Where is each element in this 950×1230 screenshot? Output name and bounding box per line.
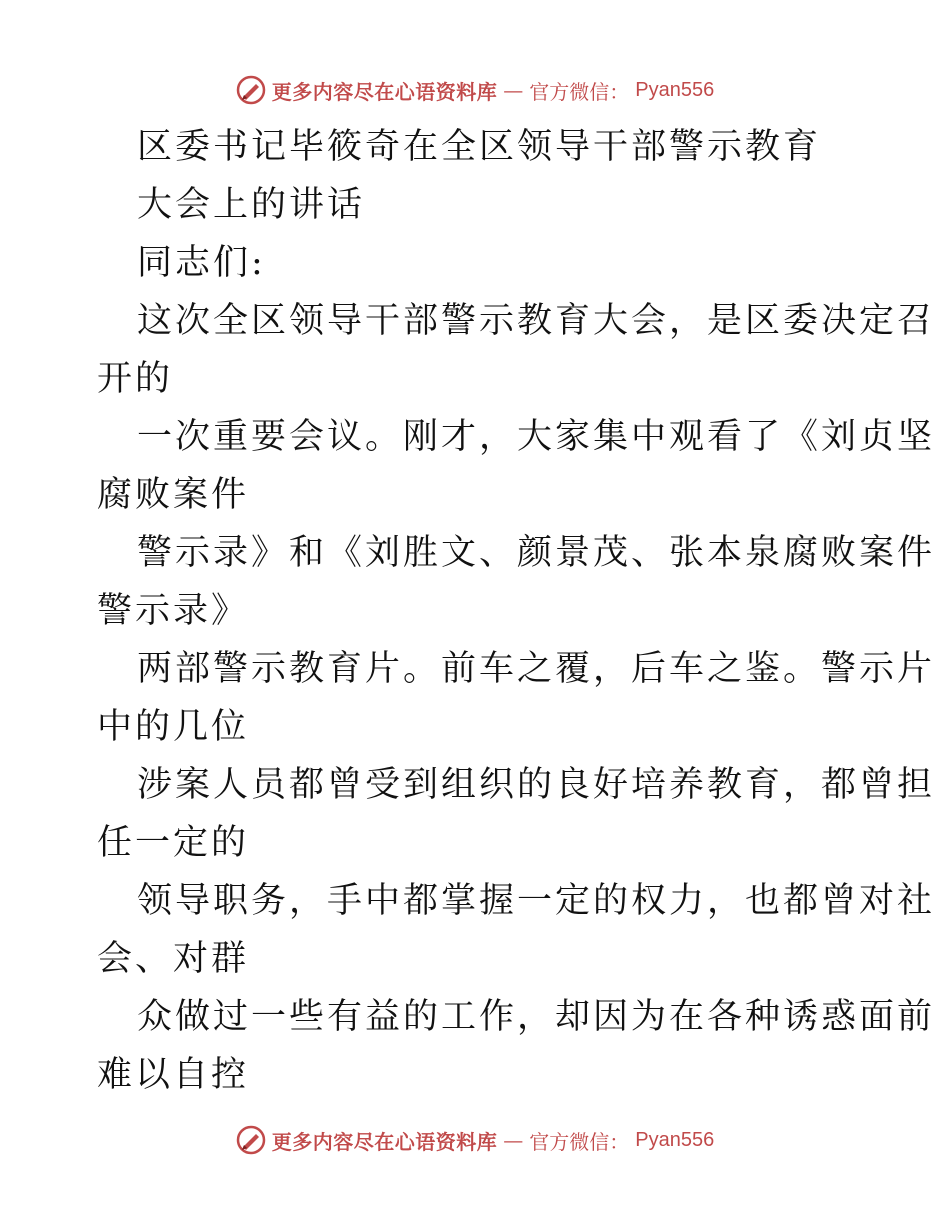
- document-line: 一次重要会议。刚才，大家集中观看了《刘贞坚: [137, 417, 936, 457]
- pen-logo-icon: [236, 1125, 266, 1155]
- document-line: 众做过一些有益的工作，却因为在各种诱惑面前: [137, 997, 936, 1037]
- header-brand-text: 更多内容尽在心语资料库: [271, 79, 498, 104]
- document-line: 这次全区领导干部警示教育大会，是区委决定召: [137, 301, 936, 341]
- document-line: 中的几位: [97, 707, 250, 747]
- footer-brand-text: 更多内容尽在心语资料库: [271, 1129, 498, 1154]
- document-line: 腐败案件: [97, 475, 250, 515]
- document-line: 区委书记毕筱奇在全区领导干部警示教育: [137, 127, 822, 167]
- document-line: 同志们:: [137, 243, 266, 283]
- document-line: 两部警示教育片。前车之覆，后车之鉴。警示片: [137, 649, 936, 689]
- footer-label: 官方微信：: [529, 1129, 630, 1154]
- header-label: 官方微信：: [529, 79, 630, 104]
- document-line: 难以自控: [97, 1055, 250, 1095]
- footer-banner: [0, 1120, 950, 1160]
- document-line: 涉案人员都曾受到组织的良好培养教育，都曾担: [137, 765, 936, 805]
- pen-logo-icon: [236, 75, 266, 105]
- header-banner: [0, 70, 950, 110]
- document-line: 会、对群: [97, 939, 250, 979]
- document-line: 开的: [97, 359, 174, 399]
- document-line: 大会上的讲话: [137, 185, 366, 225]
- header-wechat-id: Pyan556: [635, 78, 715, 101]
- footer-separator: —: [503, 1128, 524, 1152]
- footer-wechat-id: Pyan556: [635, 1128, 715, 1151]
- document-body: [97, 118, 936, 1104]
- document-line: 警示录》: [97, 591, 250, 631]
- document-line: 领导职务，手中都掌握一定的权力，也都曾对社: [137, 881, 936, 921]
- document-line: 警示录》和《刘胜文、颜景茂、张本泉腐败案件: [137, 533, 936, 573]
- document-line: 任一定的: [97, 823, 250, 863]
- header-separator: —: [503, 78, 524, 102]
